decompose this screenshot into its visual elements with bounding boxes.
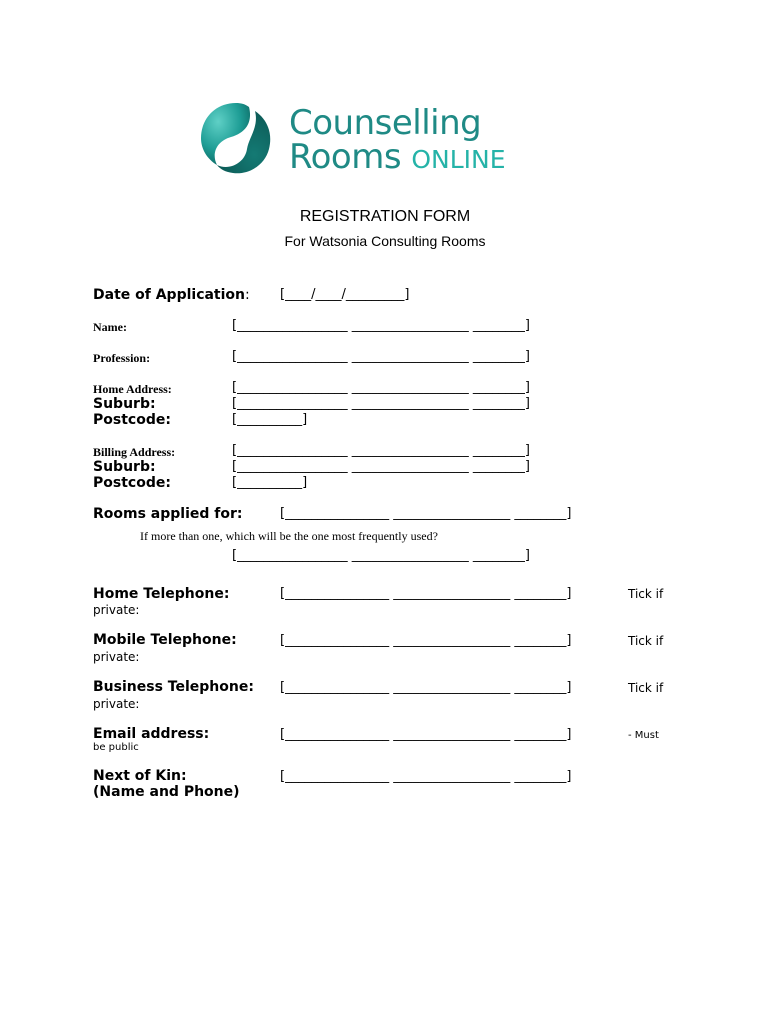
home-address-field[interactable]: [_________________ __________________ ________]	[232, 380, 530, 395]
home-address-label: Home Address:	[93, 382, 172, 396]
form-title: REGISTRATION FORM	[299, 208, 471, 225]
rooms-note: If more than one, which will be the one most frequently used?	[140, 529, 438, 543]
home-suburb-label: Suburb:	[93, 396, 156, 412]
business-telephone-tick-label: Tick if	[628, 681, 664, 695]
profession-field[interactable]: [_________________ __________________ ________]	[232, 349, 530, 364]
billing-postcode-label: Postcode:	[93, 475, 171, 491]
business-telephone-label: Business Telephone:	[93, 679, 254, 695]
email-must-label: - Must	[628, 730, 659, 741]
date-of-application-field[interactable]: [____/____/_________]	[280, 287, 410, 302]
business-telephone-private-label: private:	[93, 697, 140, 711]
mobile-telephone-private-label: private:	[93, 650, 140, 664]
most-used-room-field[interactable]: [_________________ __________________ ________]	[232, 548, 530, 563]
home-postcode-label: Postcode:	[93, 412, 171, 428]
home-telephone-field[interactable]: [________________ __________________ ________]	[280, 586, 572, 601]
billing-suburb-label: Suburb:	[93, 459, 156, 475]
home-telephone-label: Home Telephone:	[93, 586, 230, 602]
mobile-telephone-label: Mobile Telephone:	[93, 632, 237, 648]
logo-word-rooms: Rooms	[289, 137, 402, 177]
billing-address-label: Billing Address:	[93, 445, 176, 459]
mobile-telephone-field[interactable]: [________________ __________________ ________]	[280, 633, 572, 648]
logo-icon	[199, 101, 273, 175]
email-address-label: Email address:	[93, 726, 210, 742]
email-address-field[interactable]: [________________ __________________ ________]	[280, 727, 572, 742]
billing-address-field[interactable]: [_________________ __________________ ________]	[232, 443, 530, 458]
form-subtitle: For Watsonia Consulting Rooms	[284, 233, 486, 249]
home-postcode-field[interactable]: [__________]	[232, 412, 308, 427]
business-telephone-field[interactable]: [________________ __________________ ________]	[280, 680, 572, 695]
home-telephone-private-label: private:	[93, 603, 140, 617]
profession-label: Profession:	[93, 351, 151, 365]
billing-suburb-field[interactable]: [_________________ __________________ ________]	[232, 459, 530, 474]
rooms-applied-label: Rooms applied for:	[93, 506, 243, 522]
next-of-kin-sub-label: (Name and Phone)	[93, 784, 240, 800]
next-of-kin-label: Next of Kin:	[93, 768, 187, 784]
rooms-applied-field[interactable]: [________________ __________________ ________]	[280, 506, 572, 521]
mobile-telephone-tick-label: Tick if	[628, 634, 664, 648]
logo-wordmark-line2	[289, 138, 506, 179]
name-label: Name:	[93, 320, 127, 334]
billing-postcode-field[interactable]: [__________]	[232, 475, 308, 490]
home-telephone-tick-label: Tick if	[628, 587, 664, 601]
name-field[interactable]: [_________________ __________________ ________]	[232, 318, 530, 333]
email-public-note: be public	[93, 742, 139, 753]
logo-wordmark-line1: Counselling	[289, 103, 482, 143]
next-of-kin-field[interactable]: [________________ __________________ ________]	[280, 769, 572, 784]
logo-word-online: ONLINE	[411, 145, 506, 174]
date-of-application-label: Date of Application:	[93, 287, 250, 303]
home-suburb-field[interactable]: [_________________ __________________ ________]	[232, 396, 530, 411]
